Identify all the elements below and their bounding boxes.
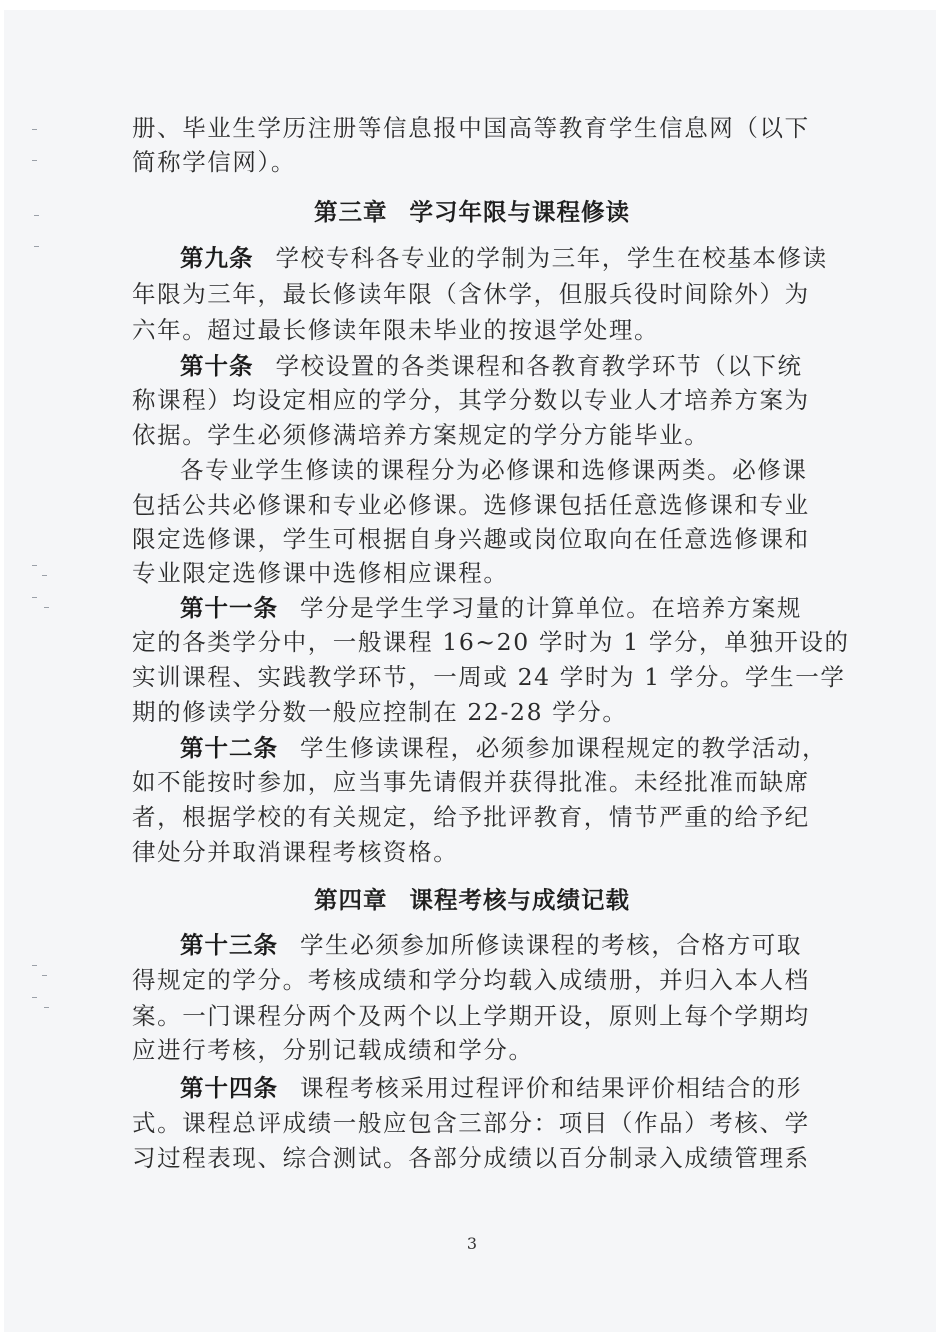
binding-mark <box>34 246 39 247</box>
text-line: 如不能按时参加，应当事先请假并获得批准。未经批准而缺席 <box>132 768 810 796</box>
text-line: 年限为三年，最长修读年限（含休学，但服兵役时间除外）为 <box>132 280 810 308</box>
chapter-heading <box>0 881 944 915</box>
article-13 <box>180 928 832 962</box>
text-line: 册、毕业生学历注册等信息报中国高等教育学生信息网（以下 <box>132 114 810 142</box>
binding-mark <box>44 607 49 608</box>
article-label: 第九条 <box>180 244 254 272</box>
text-line: 应进行考核，分别记载成绩和学分。 <box>132 1036 534 1064</box>
article-label: 第十一条 <box>180 594 278 622</box>
binding-mark <box>32 160 37 161</box>
binding-mark <box>32 129 37 130</box>
article-label: 第十二条 <box>180 734 278 762</box>
text-line: 专业限定选修课中选修相应课程。 <box>132 559 509 587</box>
text-line: 简称学信网）。 <box>132 148 296 176</box>
text-line: 式。课程总评成绩一般应包含三部分：项目（作品）考核、学 <box>132 1109 810 1137</box>
chapter-title: 课程考核与成绩记载 <box>409 886 630 914</box>
binding-mark <box>44 1007 49 1008</box>
text-line: 期的修读学分数一般应控制在 22-28 学分。 <box>132 698 628 726</box>
text-line: 学分是学生学习量的计算单位。在培养方案规 <box>300 594 802 622</box>
text-line: 学生修读课程，必须参加课程规定的教学活动， <box>300 734 828 762</box>
text-line: 各专业学生修读的课程分为必修课和选修课两类。必修课 <box>180 456 808 484</box>
text-line: 案。一门课程分两个及两个以上学期开设，原则上每个学期均 <box>132 1002 810 1030</box>
text-line: 称课程）均设定相应的学分，其学分数以专业人才培养方案为 <box>132 386 810 414</box>
binding-mark <box>42 975 47 976</box>
text-line: 包括公共必修课和专业必修课。选修课包括任意选修课和专业 <box>132 491 810 519</box>
article-11 <box>180 591 832 625</box>
text-line: 习过程表现、综合测试。各部分成绩以百分制录入成绩管理系 <box>132 1144 810 1172</box>
binding-mark <box>32 965 37 966</box>
binding-mark <box>42 575 47 576</box>
article-14 <box>180 1071 832 1105</box>
binding-mark <box>32 597 37 598</box>
chapter-title: 学习年限与课程修读 <box>409 198 630 226</box>
text-line: 者，根据学校的有关规定，给予批评教育，情节严重的给予纪 <box>132 803 810 831</box>
text-line: 学生必须参加所修读课程的考核，合格方可取 <box>300 931 802 959</box>
text-line: 依据。学生必须修满培养方案规定的学分方能毕业。 <box>132 421 710 449</box>
text-line: 六年。超过最长修读年限未毕业的按退学处理。 <box>132 316 660 344</box>
article-label: 第十条 <box>180 352 254 380</box>
text-line: 律处分并取消课程考核资格。 <box>132 838 459 866</box>
binding-mark <box>32 565 37 566</box>
chapter-heading <box>0 193 944 227</box>
article-label: 第十三条 <box>180 931 278 959</box>
text-line: 学校设置的各类课程和各教育教学环节（以下统 <box>275 352 803 380</box>
binding-mark <box>32 997 37 998</box>
text-line: 学校专科各专业的学制为三年，学生在校基本修读 <box>275 244 828 272</box>
article-9 <box>180 241 832 275</box>
chapter-number: 第三章 <box>314 198 388 226</box>
text-line: 得规定的学分。考核成绩和学分均载入成绩册，并归入本人档 <box>132 966 810 994</box>
text-line: 课程考核采用过程评价和结果评价相结合的形 <box>300 1074 802 1102</box>
chapter-number: 第四章 <box>314 886 388 914</box>
page-number: 3 <box>466 1234 478 1253</box>
text-line: 定的各类学分中，一般课程 16~20 学时为 1 学分，单独开设的 <box>132 628 850 656</box>
article-12 <box>180 731 832 765</box>
article-10 <box>180 349 832 383</box>
text-line: 实训课程、实践教学环节，一周或 24 学时为 1 学分。学生一学 <box>132 663 846 691</box>
text-line: 限定选修课，学生可根据自身兴趣或岗位取向在任意选修课和 <box>132 525 810 553</box>
article-label: 第十四条 <box>180 1074 278 1102</box>
